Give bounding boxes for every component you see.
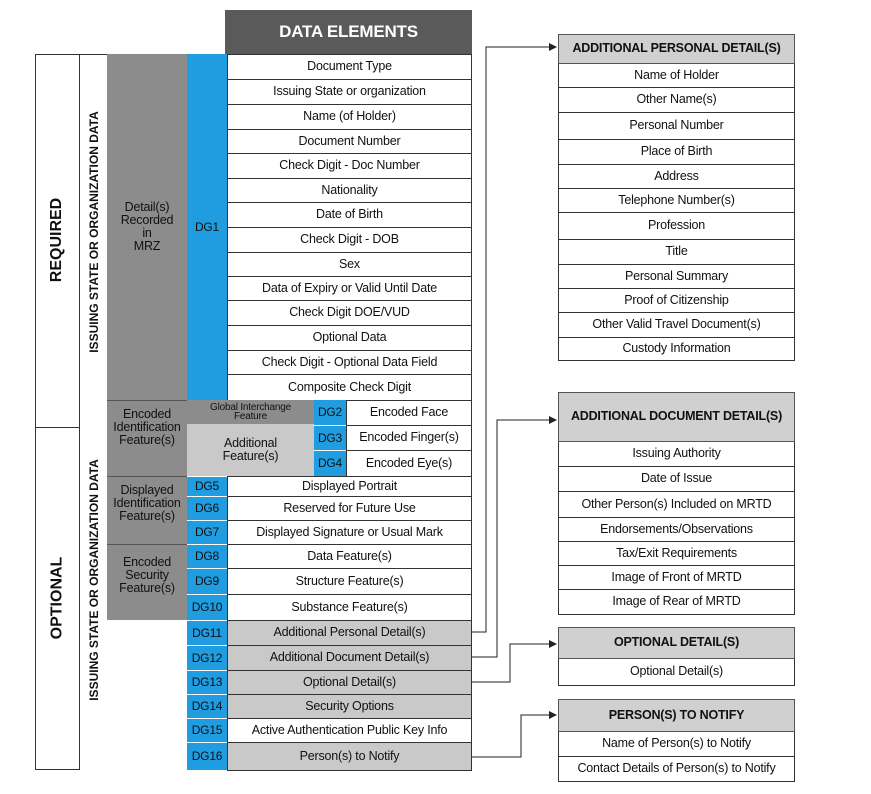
additional-personal-details-item: Personal Summary [558, 265, 795, 289]
persons-to-notify-item: Contact Details of Person(s) to Notify [558, 757, 795, 782]
dg11-label: DG11 [187, 620, 227, 645]
additional-document-details-item: Tax/Exit Requirements [558, 542, 795, 566]
optional-details-title: OPTIONAL DETAIL(S) [558, 627, 795, 659]
issuing-state-label-bottom: ISSUING STATE OR ORGANIZATION DATA [86, 459, 101, 701]
dg9-item: Structure Feature(s) [227, 568, 472, 595]
additional-personal-details-item: Profession [558, 213, 795, 240]
dg1-label: DG1 [187, 54, 227, 400]
dg16-label: DG16 [187, 742, 227, 770]
dg3-label: DG3 [314, 425, 346, 450]
dg5-item: Displayed Portrait [227, 476, 472, 497]
dg3-item: Encoded Finger(s) [346, 425, 472, 451]
additional-features: Additional Feature(s) [187, 424, 314, 476]
dg1-item: Sex [227, 252, 472, 277]
dg11-item: Additional Personal Detail(s) [227, 620, 472, 646]
additional-document-details-item: Image of Front of MRTD [558, 566, 795, 590]
arrow-to-optional-details [472, 644, 556, 682]
additional-document-details-item: Other Person(s) Included on MRTD [558, 492, 795, 518]
dg13-item: Optional Detail(s) [227, 670, 472, 695]
dg6-item: Reserved for Future Use [227, 496, 472, 521]
dg1-item: Issuing State or organization [227, 79, 472, 105]
dg13-label: DG13 [187, 670, 227, 694]
dg1-item: Nationality [227, 178, 472, 203]
dg7-item: Displayed Signature or Usual Mark [227, 520, 472, 545]
arrow-to-persons-to-notify [472, 715, 556, 757]
additional-personal-details-item: Personal Number [558, 113, 795, 140]
group-encoded-security: Encoded Security Feature(s) [107, 544, 187, 620]
additional-personal-details-item: Name of Holder [558, 64, 795, 88]
additional-document-details-item: Endorsements/Observations [558, 518, 795, 542]
dg8-item: Data Feature(s) [227, 544, 472, 569]
group-encoded-identification: Encoded Identification Feature(s) [107, 400, 187, 476]
dg15-label: DG15 [187, 718, 227, 742]
dg1-item: Data of Expiry or Valid Until Date [227, 276, 472, 301]
additional-personal-details-item: Title [558, 240, 795, 265]
issuing-state-label-top: ISSUING STATE OR ORGANIZATION DATA [86, 111, 101, 353]
dg15-item: Active Authentication Public Key Info [227, 718, 472, 743]
dg9-label: DG9 [187, 568, 227, 594]
dg4-item: Encoded Eye(s) [346, 450, 472, 477]
additional-document-details-item: Image of Rear of MRTD [558, 590, 795, 615]
global-interchange-feature: Global Interchange Feature [187, 400, 314, 424]
dg2-label: DG2 [314, 400, 346, 425]
required-label: REQUIRED [48, 197, 66, 283]
dg8-label: DG8 [187, 544, 227, 568]
additional-document-details-item: Date of Issue [558, 467, 795, 492]
dg16-item: Person(s) to Notify [227, 742, 472, 771]
dg1-item: Optional Data [227, 325, 472, 351]
additional-personal-details-item: Other Name(s) [558, 88, 795, 113]
dg12-label: DG12 [187, 645, 227, 670]
dg2-item: Encoded Face [346, 400, 472, 426]
dg10-item: Substance Feature(s) [227, 594, 472, 621]
additional-personal-details-item: Custody Information [558, 338, 795, 361]
dg1-item: Check Digit - Doc Number [227, 153, 472, 179]
dg10-label: DG10 [187, 594, 227, 620]
persons-to-notify-item: Name of Person(s) to Notify [558, 732, 795, 757]
dg12-item: Additional Document Detail(s) [227, 645, 472, 671]
dg5-label: DG5 [187, 476, 227, 496]
data-elements-header: DATA ELEMENTS [225, 10, 472, 54]
group-mrz: Detail(s) Recorded in MRZ [107, 54, 187, 400]
arrow-to-personal-details [472, 47, 556, 632]
dg7-label: DG7 [187, 520, 227, 544]
additional-personal-details-item: Proof of Citizenship [558, 289, 795, 313]
additional-document-details-title: ADDITIONAL DOCUMENT DETAIL(S) [558, 392, 795, 442]
dg1-item: Check Digit DOE/VUD [227, 300, 472, 326]
dg1-item: Name (of Holder) [227, 104, 472, 130]
dg1-item: Document Type [227, 54, 472, 80]
dg14-label: DG14 [187, 694, 227, 718]
dg1-item: Composite Check Digit [227, 374, 472, 401]
additional-personal-details-item: Other Valid Travel Document(s) [558, 313, 795, 338]
optional-details-item: Optional Detail(s) [558, 659, 795, 686]
dg1-item: Check Digit - DOB [227, 227, 472, 253]
additional-personal-details-item: Telephone Number(s) [558, 189, 795, 213]
additional-personal-details-title: ADDITIONAL PERSONAL DETAIL(S) [558, 34, 795, 64]
dg14-item: Security Options [227, 694, 472, 719]
dg4-label: DG4 [314, 450, 346, 476]
additional-document-details-item: Issuing Authority [558, 442, 795, 467]
additional-personal-details-item: Address [558, 165, 795, 189]
additional-personal-details-item: Place of Birth [558, 140, 795, 165]
group-displayed-identification: Displayed Identification Feature(s) [107, 476, 187, 544]
dg1-item: Date of Birth [227, 202, 472, 228]
dg6-label: DG6 [187, 496, 227, 520]
dg1-item: Check Digit - Optional Data Field [227, 350, 472, 375]
arrow-to-document-details [472, 420, 556, 657]
persons-to-notify-title: PERSON(S) TO NOTIFY [558, 699, 795, 732]
dg1-item: Document Number [227, 129, 472, 154]
optional-label: OPTIONAL [47, 556, 65, 640]
